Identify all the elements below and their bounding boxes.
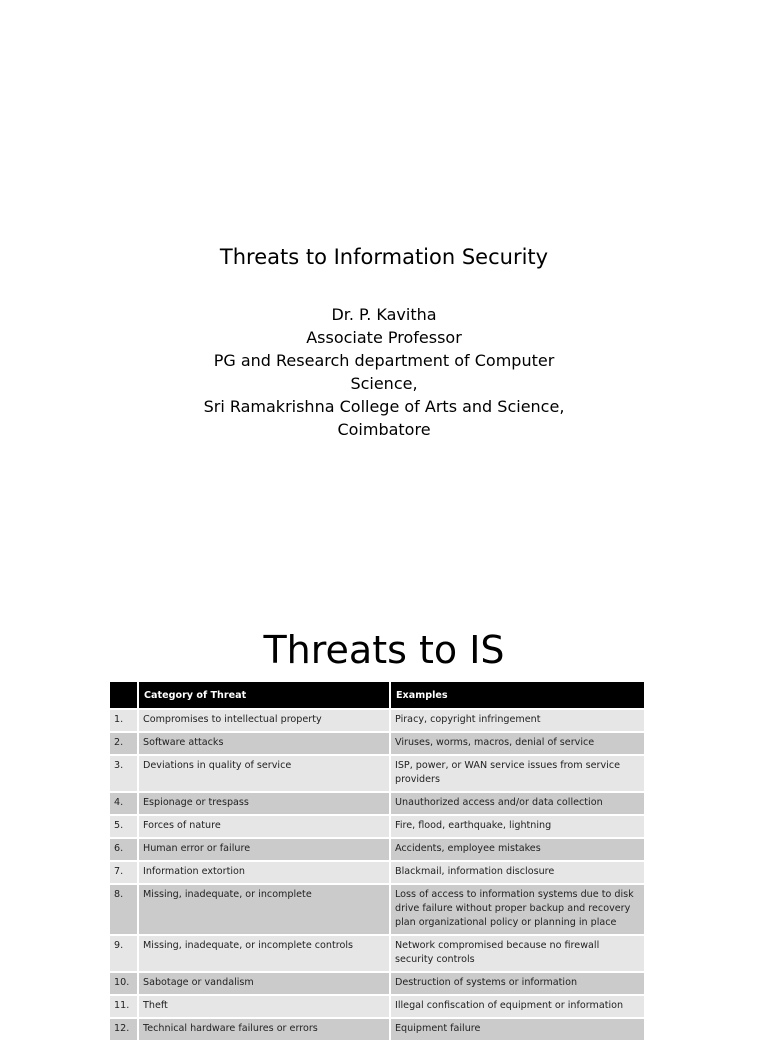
threat-examples: ISP, power, or WAN service issues from service providers [390,755,644,792]
threat-category: Human error or failure [138,838,390,861]
threat-examples: Accidents, employee mistakes [390,838,644,861]
author-institution: Sri Ramakrishna College of Arts and Science, Coimbatore [203,397,565,439]
threat-category: Missing, inadequate, or incomplete [138,884,390,935]
table-body [110,709,644,1040]
table-row [110,1018,644,1040]
table-row [110,861,644,884]
table-row [110,755,644,792]
row-number: 1. [110,709,138,732]
threat-examples: Viruses, worms, macros, denial of service [390,732,644,755]
threat-category: Theft [138,995,390,1018]
threats-table [110,682,644,1040]
threat-category: Compromises to intellectual property [138,709,390,732]
row-number: 4. [110,792,138,815]
header-number [110,682,138,709]
threat-category: Forces of nature [138,815,390,838]
slide-title: Threats to IS [263,628,505,672]
row-number: 9. [110,935,138,972]
header-category: Category of Threat [138,682,390,709]
row-number: 12. [110,1018,138,1040]
row-number: 6. [110,838,138,861]
threat-examples: Blackmail, information disclosure [390,861,644,884]
threat-examples: Piracy, copyright infringement [390,709,644,732]
threats-slide [0,600,768,1034]
threat-examples: Network compromised because no firewall security controls [390,935,644,972]
row-number: 11. [110,995,138,1018]
threat-examples: Equipment failure [390,1018,644,1040]
table-row [110,792,644,815]
row-number: 5. [110,815,138,838]
row-number: 10. [110,972,138,995]
table-header-row [110,682,644,709]
header-examples: Examples [390,682,644,709]
threat-category: Deviations in quality of service [138,755,390,792]
table-row [110,995,644,1018]
table-row [110,815,644,838]
table-row [110,709,644,732]
table-row [110,838,644,861]
table-row [110,732,644,755]
threat-examples: Illegal confiscation of equipment or information [390,995,644,1018]
threat-category: Software attacks [138,732,390,755]
threat-category: Information extortion [138,861,390,884]
author-name: Dr. P. Kavitha [331,305,437,324]
threat-examples: Unauthorized access and/or data collection [390,792,644,815]
threat-category: Missing, inadequate, or incomplete controls [138,935,390,972]
threat-category: Sabotage or vandalism [138,972,390,995]
threat-examples: Fire, flood, earthquake, lightning [390,815,644,838]
author-department: PG and Research department of Computer Science, [213,351,555,393]
table-row [110,884,644,935]
author-block [184,303,584,441]
table-row [110,972,644,995]
row-number: 3. [110,755,138,792]
threat-examples: Destruction of systems or information [390,972,644,995]
threat-category: Technical hardware failures or errors [138,1018,390,1040]
threat-category: Espionage or trespass [138,792,390,815]
slide-title: Threats to Information Security [219,245,549,269]
row-number: 2. [110,732,138,755]
row-number: 8. [110,884,138,935]
author-position: Associate Professor [306,328,462,347]
row-number: 7. [110,861,138,884]
threat-examples: Loss of access to information systems due to disk drive failure without proper backup and recovery plan organizational policy or planning in place [390,884,644,935]
table-row [110,935,644,972]
